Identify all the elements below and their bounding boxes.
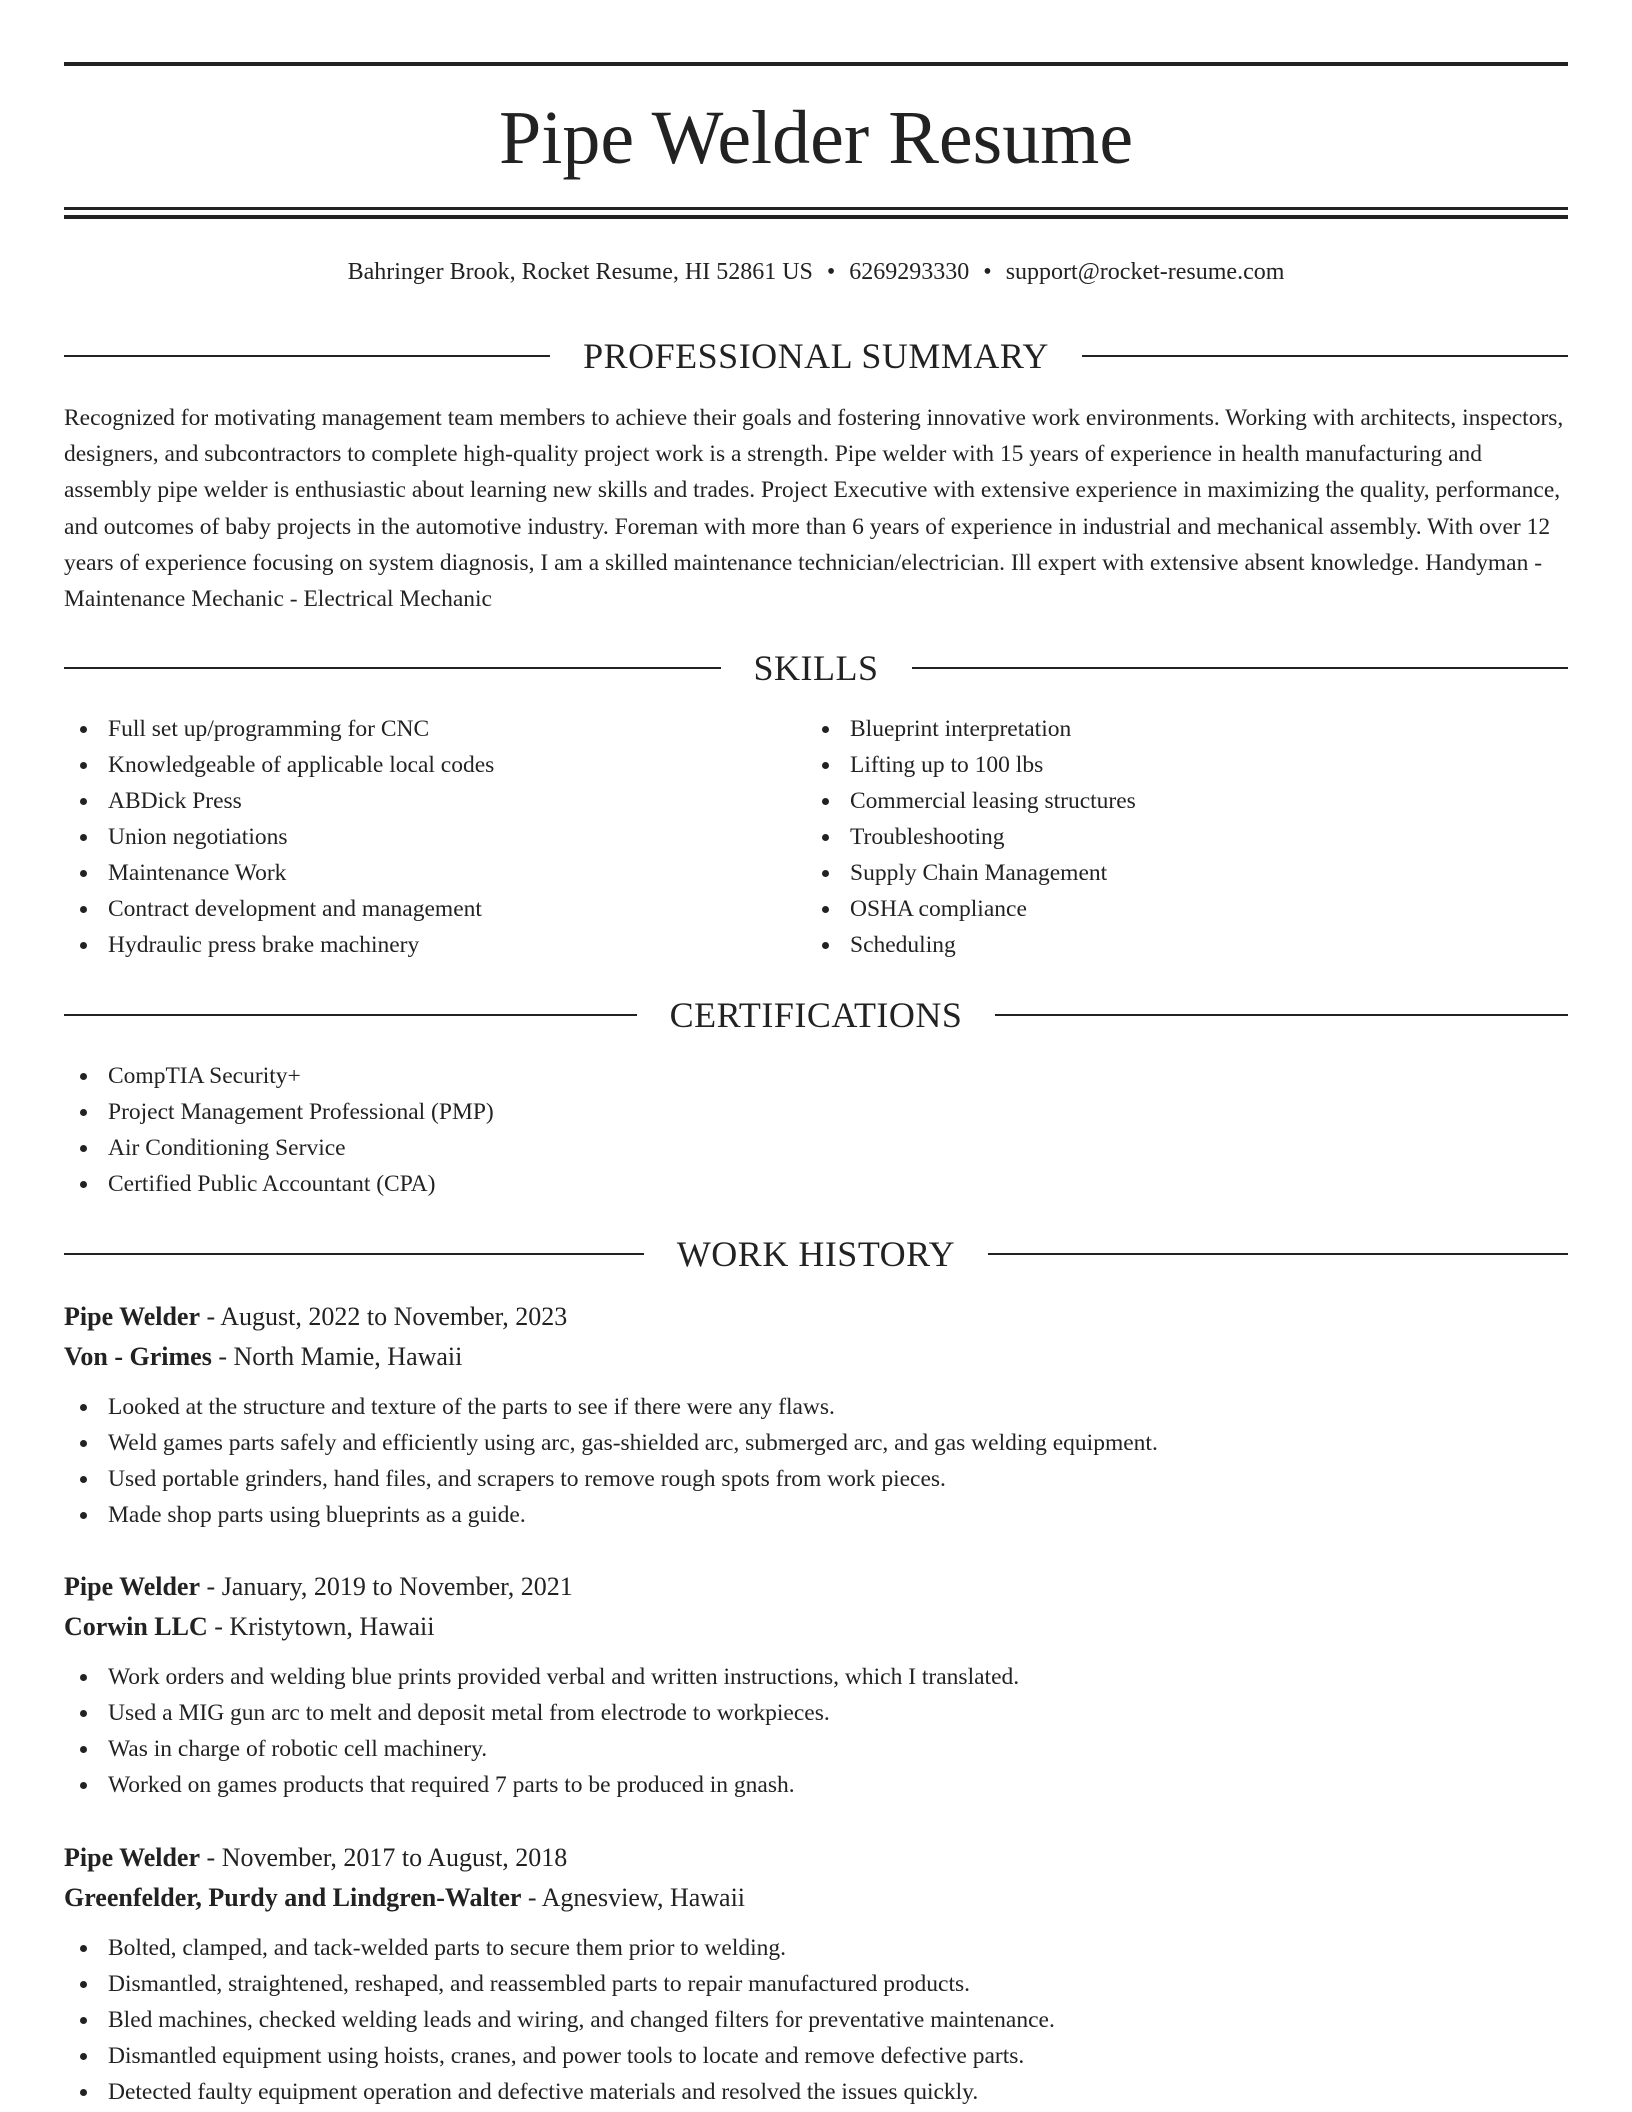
- job-entry: [64, 1297, 1568, 1533]
- job-bullet: Used portable grinders, hand files, and scrapers to remove rough spots from work pieces.: [64, 1461, 1568, 1497]
- skill-item: OSHA compliance: [806, 891, 1546, 927]
- job-dash: -: [200, 1572, 222, 1601]
- job-title-line: [64, 1567, 1568, 1607]
- job-company-line: [64, 1607, 1568, 1647]
- skills-list-left: [64, 711, 804, 963]
- job-bullet: Used a MIG gun arc to melt and deposit metal from electrode to workpieces.: [64, 1695, 1568, 1731]
- skill-item: Blueprint interpretation: [806, 711, 1546, 747]
- certification-item: CompTIA Security+: [64, 1058, 1568, 1094]
- contact-separator: •: [983, 259, 992, 285]
- heading-rule: [64, 667, 721, 669]
- job-company: Von - Grimes: [64, 1342, 212, 1371]
- heading-rule: [912, 667, 1569, 669]
- certification-item: Air Conditioning Service: [64, 1130, 1568, 1166]
- job-bullets: [64, 1930, 1568, 2110]
- skill-item: Lifting up to 100 lbs: [806, 747, 1546, 783]
- skill-item: Contract development and management: [64, 891, 804, 927]
- heading-rule: [64, 1014, 637, 1016]
- certification-item: Certified Public Accountant (CPA): [64, 1166, 1568, 1202]
- job-title: Pipe Welder: [64, 1572, 201, 1601]
- header-bottom-rule-thin: [64, 207, 1568, 210]
- job-bullet: Looked at the structure and texture of the parts to see if there were any flaws.: [64, 1389, 1568, 1425]
- job-dash: -: [200, 1302, 221, 1331]
- job-bullet: Weld games parts safely and efficiently using arc, gas-shielded arc, submerged arc, and gas welding equipment.: [64, 1425, 1568, 1461]
- job-bullet: Bolted, clamped, and tack-welded parts to secure them prior to welding.: [64, 1930, 1568, 1966]
- section-heading-certifications: [64, 993, 1568, 1037]
- job-bullets: [64, 1389, 1568, 1533]
- section-heading-summary: [64, 334, 1568, 378]
- job-bullet: Work orders and welding blue prints provided verbal and written instructions, which I translated.: [64, 1659, 1568, 1695]
- job-company-line: [64, 1878, 1568, 1918]
- skill-item: ABDick Press: [64, 783, 804, 819]
- header-top-rule: [64, 62, 1568, 66]
- job-company: Greenfelder, Purdy and Lindgren-Walter: [64, 1883, 522, 1912]
- job-bullet: Made shop parts using blueprints as a guide.: [64, 1497, 1568, 1533]
- heading-rule: [988, 1253, 1568, 1255]
- skills-list-right: [806, 711, 1546, 963]
- job-bullet: Dismantled, straightened, reshaped, and reassembled parts to repair manufactured products.: [64, 1966, 1568, 2002]
- job-bullet: Was in charge of robotic cell machinery.: [64, 1731, 1568, 1767]
- job-entry: [64, 1567, 1568, 1803]
- heading-rule: [995, 1014, 1568, 1016]
- job-title: Pipe Welder: [64, 1843, 201, 1872]
- job-company-line: [64, 1337, 1568, 1377]
- contact-line: [64, 255, 1568, 289]
- heading-rule: [64, 355, 550, 357]
- heading-rule: [1082, 355, 1568, 357]
- section-heading-label: PROFESSIONAL SUMMARY: [583, 336, 1049, 376]
- certifications-list: [64, 1058, 1568, 1202]
- heading-rule: [64, 1253, 644, 1255]
- job-dates: January, 2019 to November, 2021: [221, 1572, 573, 1601]
- job-dash: -: [211, 1342, 234, 1371]
- page-title: Pipe Welder Resume: [498, 96, 1134, 180]
- section-heading-work-history: [64, 1232, 1568, 1276]
- job-dates: August, 2022 to November, 2023: [220, 1302, 568, 1331]
- job-location: North Mamie, Hawaii: [233, 1342, 463, 1371]
- skill-item: Troubleshooting: [806, 819, 1546, 855]
- job-location: Kristytown, Hawaii: [229, 1612, 435, 1641]
- skill-item: Full set up/programming for CNC: [64, 711, 804, 747]
- section-heading-label: WORK HISTORY: [676, 1234, 956, 1274]
- contact-address: Bahringer Brook, Rocket Resume, HI 52861 US: [347, 259, 813, 285]
- section-heading-skills: [64, 646, 1568, 690]
- skill-item: Commercial leasing structures: [806, 783, 1546, 819]
- job-title-line: [64, 1838, 1568, 1878]
- certification-item: Project Management Professional (PMP): [64, 1094, 1568, 1130]
- contact-email[interactable]: support@rocket-resume.com: [1005, 259, 1285, 285]
- skill-item: Hydraulic press brake machinery: [64, 927, 804, 963]
- skill-item: Knowledgeable of applicable local codes: [64, 747, 804, 783]
- summary-text: Recognized for motivating management team members to achieve their goals and fostering innovative work environments. Working with architects, inspectors, designers, and subcontractors to complete high-quality project work is a strength. Pipe welder with 15 years of experience in health manufacturing and assembly pipe welder is enthusiastic about learning new skills and trades. Project Executive with extensive experience in maximizing the quality, performance, and outcomes of baby projects in the automotive industry. Foreman with more than 6 years of experience in industrial and mechanical assembly. With over 12 years of experience focusing on system diagnosis, I am a skilled maintenance technician/electrician. Ill expert with extensive absent knowledge. Handyman - Maintenance Mechanic - Electrical Mechanic: [64, 405, 1564, 613]
- job-bullet: Worked on games products that required 7 parts to be produced in gnash.: [64, 1767, 1568, 1803]
- job-dash: -: [207, 1612, 230, 1641]
- job-title: Pipe Welder: [64, 1302, 201, 1331]
- contact-separator: •: [826, 259, 836, 285]
- job-bullet: Bled machines, checked welding leads and wiring, and changed filters for preventative maintenance.: [64, 2002, 1568, 2038]
- contact-phone: 6269293330: [849, 259, 970, 285]
- job-location: Agnesview, Hawaii: [541, 1883, 746, 1912]
- skill-item: Scheduling: [806, 927, 1546, 963]
- job-bullets: [64, 1659, 1568, 1803]
- section-heading-label: CERTIFICATIONS: [669, 995, 963, 1035]
- job-dash: -: [200, 1843, 222, 1872]
- skill-item: Maintenance Work: [64, 855, 804, 891]
- job-company: Corwin LLC: [64, 1612, 208, 1641]
- job-bullet: Dismantled equipment using hoists, cranes, and power tools to locate and remove defective parts.: [64, 2038, 1568, 2074]
- section-heading-label: SKILLS: [753, 648, 879, 688]
- job-title-line: [64, 1297, 1568, 1337]
- skill-item: Union negotiations: [64, 819, 804, 855]
- job-dash: -: [521, 1883, 542, 1912]
- header-bottom-rule-thick: [64, 215, 1568, 219]
- job-entry: [64, 1838, 1568, 2110]
- skill-item: Supply Chain Management: [806, 855, 1546, 891]
- job-dates: November, 2017 to August, 2018: [221, 1843, 568, 1872]
- job-bullet: Detected faulty equipment operation and defective materials and resolved the issues quickly.: [64, 2074, 1568, 2110]
